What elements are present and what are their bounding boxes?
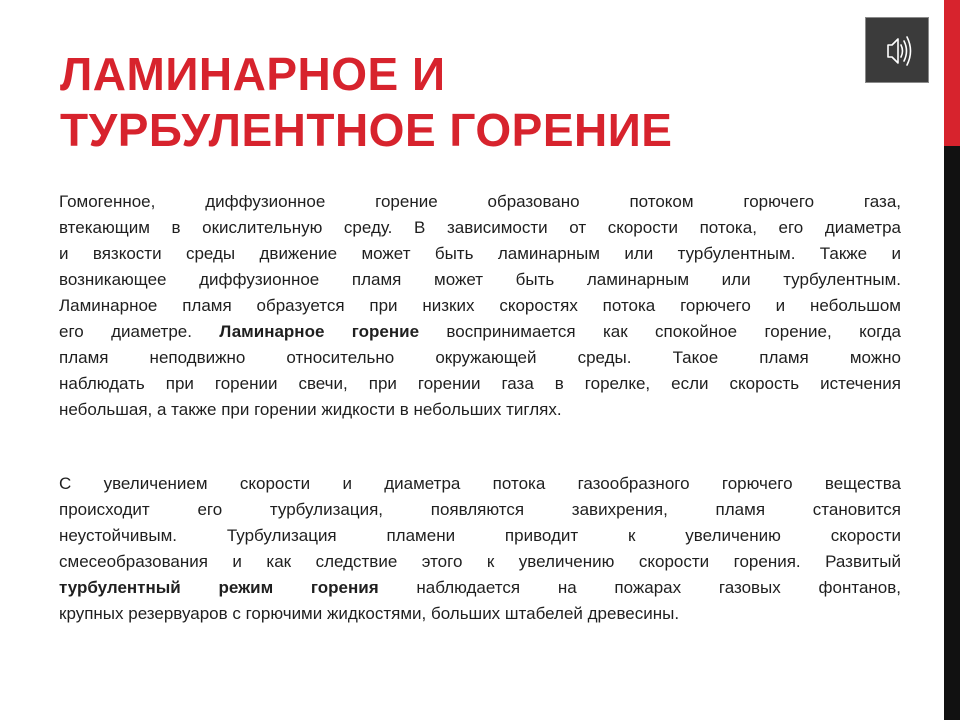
text-segment: его диаметре. (59, 322, 220, 341)
text-line: пламя неподвижно относительно окружающей среды. Такое пламя можно (59, 348, 901, 367)
text-line: и вязкости среды движение может быть ламинарным или турбулентным. Также и (59, 244, 901, 263)
side-bar-dark (944, 146, 960, 720)
title-line-2: ТУРБУЛЕНТНОЕ ГОРЕНИЕ (60, 104, 673, 156)
text-line: Гомогенное, диффузионное горение образовано потоком горючего газа, (59, 192, 901, 211)
text-line (59, 575, 901, 601)
paragraph-laminar (59, 189, 901, 423)
text-line: Ламинарное пламя образуется при низких скоростях потока горючего и небольшом (59, 296, 901, 315)
side-bar-accent (944, 0, 960, 146)
text-line: смесеобразования и как следствие этого к увеличению скорости горения. Развитый (59, 552, 901, 571)
bold-term-laminar: Ламинарное горение (219, 322, 420, 341)
text-line: С увеличением скорости и диаметра потока газообразного горючего вещества (59, 474, 901, 493)
bold-term-turbulent: турбулентный режим горения (59, 578, 379, 597)
text-line (59, 319, 901, 345)
slide-title (60, 46, 673, 158)
text-line: небольшая, а также при горении жидкости в небольших тиглях. (59, 400, 562, 419)
title-line-1: ЛАМИНАРНОЕ И (60, 48, 446, 100)
text-line: наблюдать при горении свечи, при горении газа в горелке, если скорость истечения (59, 374, 901, 393)
text-line: возникающее диффузионное пламя может быть ламинарным или турбулентным. (59, 270, 901, 289)
sound-button[interactable] (865, 17, 929, 83)
text-line: происходит его турбулизация, появляются завихрения, пламя становится (59, 500, 901, 519)
text-line: неустойчивым. Турбулизация пламени приводит к увеличению скорости (59, 526, 901, 545)
text-segment: воспринимается как спокойное горение, когда (419, 322, 901, 341)
paragraph-turbulent (59, 471, 901, 627)
speaker-icon (866, 18, 930, 84)
text-line: втекающим в окислительную среду. В зависимости от скорости потока, его диаметра (59, 218, 901, 237)
text-line: крупных резервуаров с горючими жидкостями, больших штабелей древесины. (59, 604, 680, 623)
text-segment: наблюдается на пожарах газовых фонтанов, (378, 578, 902, 597)
